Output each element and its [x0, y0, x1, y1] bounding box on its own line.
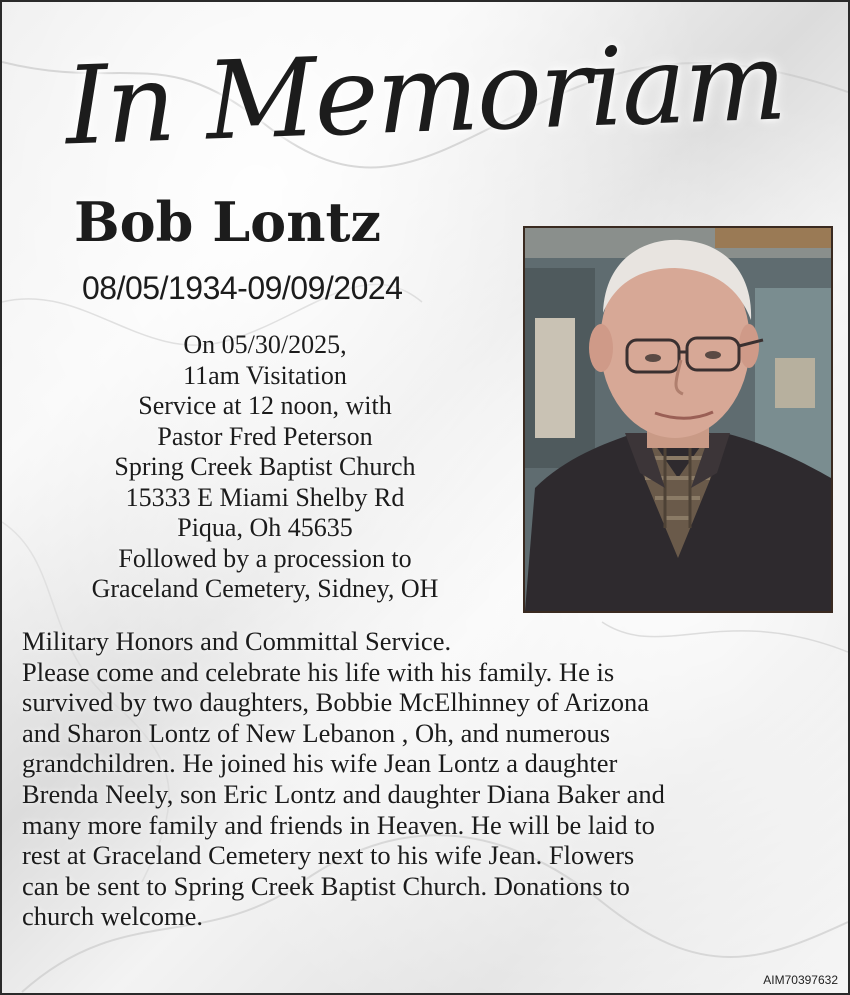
service-line: Spring Creek Baptist Church — [114, 452, 416, 481]
body-line: church welcome. — [22, 901, 203, 932]
service-line: Piqua, Oh 45635 — [177, 513, 353, 542]
portrait-photo-icon — [525, 228, 831, 611]
body-line: and Sharon Lontz of New Lebanon , Oh, and numerous — [22, 717, 611, 748]
service-details — [22, 330, 508, 605]
body-line: rest at Graceland Cemetery next to his wife Jean. Flowers — [22, 840, 635, 871]
deceased-name: Bob Lontz — [74, 190, 382, 254]
service-line: Graceland Cemetery, Sidney, OH — [91, 574, 439, 603]
body-line: can be sent to Spring Creek Baptist Church. Donations to — [22, 870, 630, 901]
service-line: On 05/30/2025, — [183, 330, 347, 359]
body-line: Please come and celebrate his life with his family. He is — [22, 656, 615, 687]
service-line: 15333 E Miami Shelby Rd — [125, 482, 405, 512]
ad-id: AIM70397632 — [763, 973, 838, 987]
body-line: many more family and friends in Heaven. He will be laid to — [22, 809, 655, 840]
service-line: 11am Visitation — [183, 360, 347, 390]
service-line: Followed by a procession to — [118, 543, 412, 573]
obituary-body — [22, 626, 838, 932]
body-line: survived by two daughters, Bobbie McElhinney of Arizona — [22, 687, 650, 718]
service-line: Service at 12 noon, with — [138, 391, 392, 420]
life-dates: 08/05/1934-09/09/2024 — [82, 270, 403, 306]
in-memoriam-heading: In Memoriam — [63, 19, 787, 170]
service-line: Pastor Fred Peterson — [157, 421, 373, 451]
body-line: Military Honors and Committal Service. — [22, 626, 452, 656]
body-line: Brenda Neely, son Eric Lontz and daughter Diana Baker and — [22, 778, 665, 809]
body-line: grandchildren. He joined his wife Jean Lontz a daughter — [22, 748, 618, 779]
portrait-photo — [523, 226, 833, 613]
